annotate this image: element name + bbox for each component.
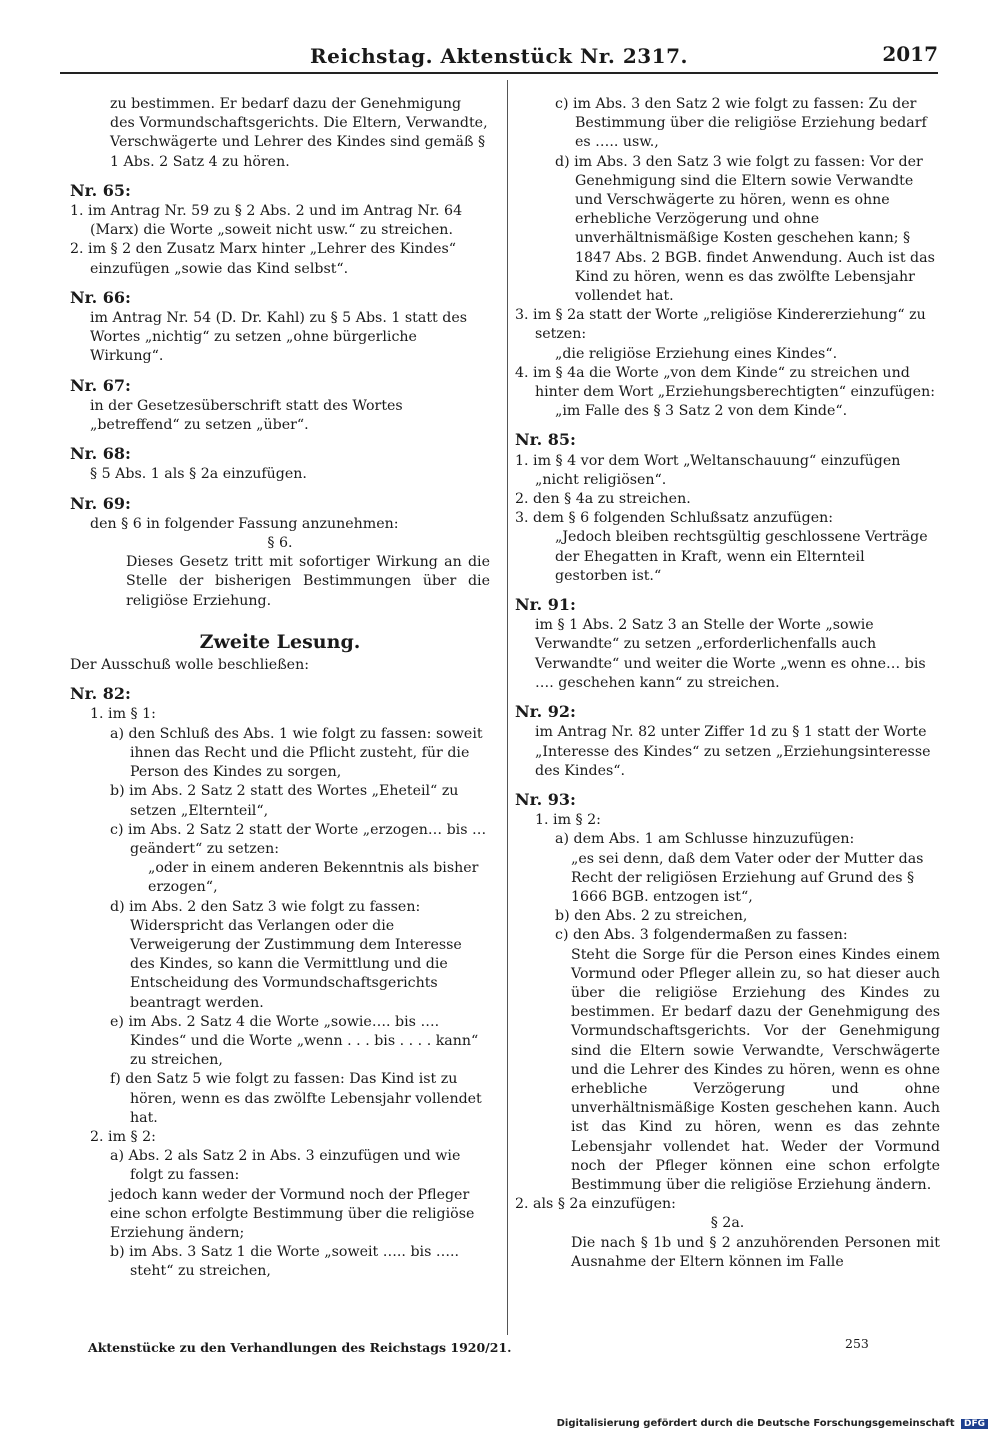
paragraph: „es sei denn, daß dem Vater oder der Mutter das Recht der religiösen Erziehung auf Grund des § 1666 BGB. entzogen ist“,: [571, 850, 924, 905]
section-heading: Zweite Lesung.: [199, 630, 361, 653]
section-number: Nr. 69:: [70, 493, 131, 513]
paragraph: f) den Satz 5 wie folgt zu fassen: Das Kind ist zu hören, wenn es das zwölfte Lebensjahr vollendet hat.: [110, 1071, 482, 1126]
paragraph: Steht die Sorge für die Person eines Kindes einem Vormund oder Pfleger allein zu, so hat dieser auch über die religiöse Erziehung des Kindes zu bestimmen. Er bedarf dazu der Genehmigung des Vormundschaftsgerichts. Vor der Genehmigung sind die Eltern sowie Verwandte, Verschwägerte und die Lehrer des Kindes zu hören, wenn es ohne erhebliche Verzögerung und ohne unverhältnismäßige Kosten geschehen kann. Auch ist das Kind zu hören, wenn es das zehnte Lebensjahr vollendet hat. Weder der Vormund noch der Pfleger können eine schon erfolgte Bestimmung über die religiöse Erziehung ändern.: [571, 946, 940, 1193]
paragraph: „oder in einem anderen Bekenntnis als bisher erzogen“,: [148, 860, 479, 896]
section-number: Nr. 82:: [70, 684, 131, 704]
paragraph: e) im Abs. 2 Satz 4 die Worte „sowie…. bis …. Kindes“ und die Worte „wenn . . . bis . . . . kann“ zu streichen,: [110, 1013, 479, 1069]
paragraph: § 6.: [267, 535, 293, 552]
section-number: Nr. 85:: [515, 430, 576, 450]
section-number: Nr. 92:: [515, 702, 576, 722]
paragraph: 2. im § 2:: [90, 1128, 156, 1145]
paragraph: 2. den § 4a zu streichen.: [515, 491, 691, 508]
credit-text: Digitalisierung gefördert durch die Deutsche Forschungsgemeinschaft: [556, 1418, 955, 1429]
paragraph: zu bestimmen. Er bedarf dazu der Genehmigung des Vormundschaftsgerichts. Die Eltern, Verwandte, Verschwägerte und Lehrer des Kindes sind gemäß § 1 Abs. 2 Satz 4 zu hören.: [110, 96, 488, 170]
paragraph: 1. im § 2:: [535, 812, 601, 829]
dfg-logo: DFG: [961, 1419, 988, 1429]
digitization-credit: [557, 1418, 988, 1429]
section-number: Nr. 65:: [70, 180, 131, 200]
section-number: Nr. 67:: [70, 375, 131, 395]
paragraph: im Antrag Nr. 54 (D. Dr. Kahl) zu § 5 Abs. 1 statt des Wortes „nichtig“ zu setzen „ohne bürgerliche Wirkung“.: [90, 310, 467, 365]
right-column: [515, 95, 940, 1272]
paragraph: „Jedoch bleiben rechtsgültig geschlossene Verträge der Ehegatten in Kraft, wenn ein Elternteil gestorben ist.“: [555, 529, 928, 584]
paragraph: d) im Abs. 3 den Satz 3 wie folgt zu fassen: Vor der Genehmigung sind die Eltern sowie Verwandte und Verschwägerte zu hören, wenn es ohne erhebliche Verzögerung und ohne unverhältnismäßige Kosten geschehen kann; § 1847 Abs. 2 BGB. findet Anwendung. Auch ist das Kind zu hören, wenn es das zwölfte Lebensjahr vollendet hat.: [555, 153, 935, 305]
paragraph: d) im Abs. 2 den Satz 3 wie folgt zu fassen: Widerspricht das Verlangen oder die Verweigerung der Zustimmung dem Interesse des Kindes, so kann die Vermittlung und die Entscheidung des Vormundschaftsgerichts beantragt werden.: [110, 898, 462, 1011]
paragraph: 1. im § 4 vor dem Wort „Weltanschauung“ einzufügen „nicht religiösen“.: [515, 452, 901, 488]
paragraph: b) im Abs. 2 Satz 2 statt des Wortes „Eheteil“ zu setzen „Elternteil“,: [110, 783, 459, 819]
paragraph: § 2a.: [710, 1215, 745, 1232]
paragraph: Der Ausschuß wolle beschließen:: [70, 657, 309, 674]
paragraph: b) den Abs. 2 zu streichen,: [555, 908, 748, 925]
page-number: 2017: [882, 42, 938, 66]
paragraph: a) Abs. 2 als Satz 2 in Abs. 3 einzufügen und wie folgt zu fassen:: [110, 1148, 461, 1184]
paragraph: Die nach § 1b und § 2 anzuhörenden Personen mit Ausnahme der Eltern können im Falle: [571, 1234, 940, 1270]
paragraph: im § 1 Abs. 2 Satz 3 an Stelle der Worte „sowie Verwandte“ zu setzen „erforderlichenfalls auch Verwandte“ und weiter die Worte „wenn es ohne… bis …. geschehen kann“ zu streichen.: [535, 617, 926, 691]
paragraph: 2. im § 2 den Zusatz Marx hinter „Lehrer des Kindes“ einzufügen „sowie das Kind selbst“.: [70, 241, 457, 277]
sheet-number: 253: [845, 1336, 869, 1351]
left-column: [70, 95, 490, 1282]
paragraph: 1. im Antrag Nr. 59 zu § 2 Abs. 2 und im Antrag Nr. 64 (Marx) die Worte „soweit nicht usw.“ zu streichen.: [70, 203, 463, 239]
paragraph: c) im Abs. 3 den Satz 2 wie folgt zu fassen: Zu der Bestimmung über die religiöse Erziehung bedarf es ….. usw.,: [555, 96, 927, 151]
paragraph: jedoch kann weder der Vormund noch der Pfleger eine schon erfolgte Bestimmung über die religiöse Erziehung ändern;: [110, 1186, 475, 1241]
paragraph: 3. dem § 6 folgenden Schlußsatz anzufügen:: [515, 510, 834, 527]
page-header: [60, 42, 938, 72]
paragraph: 3. im § 2a statt der Worte „religiöse Kindererziehung“ zu setzen:: [515, 307, 926, 343]
paragraph: 1. im § 1:: [90, 706, 156, 723]
footer-note: Aktenstücke zu den Verhandlungen des Reichstags 1920/21.: [88, 1340, 512, 1355]
header-rule: [60, 72, 938, 74]
paragraph: den § 6 in folgender Fassung anzunehmen:: [90, 515, 399, 532]
paragraph: Dieses Gesetz tritt mit sofortiger Wirkung an die Stelle der bisherigen Bestimmungen über die religiöse Erziehung.: [126, 554, 490, 609]
paragraph: b) im Abs. 3 Satz 1 die Worte „soweit ….. bis ….. steht“ zu streichen,: [110, 1244, 460, 1280]
paragraph: c) im Abs. 2 Satz 2 statt der Worte „erzogen… bis … geändert“ zu setzen:: [110, 821, 487, 857]
paragraph: a) dem Abs. 1 am Schlusse hinzuzufügen:: [555, 831, 855, 848]
paragraph: im Antrag Nr. 82 unter Ziffer 1d zu § 1 statt der Worte „Interesse des Kindes“ zu setzen „Erziehungsinteresse des Kindes“.: [535, 724, 931, 779]
paragraph: 4. im § 4a die Worte „von dem Kinde“ zu streichen und hinter dem Wort „Erziehungsberechtigten“ einzufügen:: [515, 364, 935, 401]
page-title: Reichstag. Aktenstück Nr. 2317.: [310, 44, 688, 68]
section-number: Nr. 68:: [70, 444, 131, 464]
paragraph: „die religiöse Erziehung eines Kindes“.: [555, 345, 838, 362]
section-number: Nr. 66:: [70, 287, 131, 307]
paragraph: „im Falle des § 3 Satz 2 von dem Kinde“.: [555, 403, 848, 420]
section-number: Nr. 91:: [515, 595, 576, 615]
paragraph: c) den Abs. 3 folgendermaßen zu fassen:: [555, 927, 848, 944]
paragraph: in der Gesetzesüberschrift statt des Wortes „betreffend“ zu setzen „über“.: [90, 397, 403, 434]
paragraph: § 5 Abs. 1 als § 2a einzufügen.: [90, 466, 307, 483]
column-divider: [507, 80, 508, 1335]
section-number: Nr. 93:: [515, 789, 576, 809]
paragraph: a) den Schluß des Abs. 1 wie folgt zu fassen: soweit ihnen das Recht und die Pflicht zusteht, für die Person des Kindes zu sorgen,: [110, 725, 483, 781]
paragraph: 2. als § 2a einzufügen:: [515, 1196, 676, 1213]
